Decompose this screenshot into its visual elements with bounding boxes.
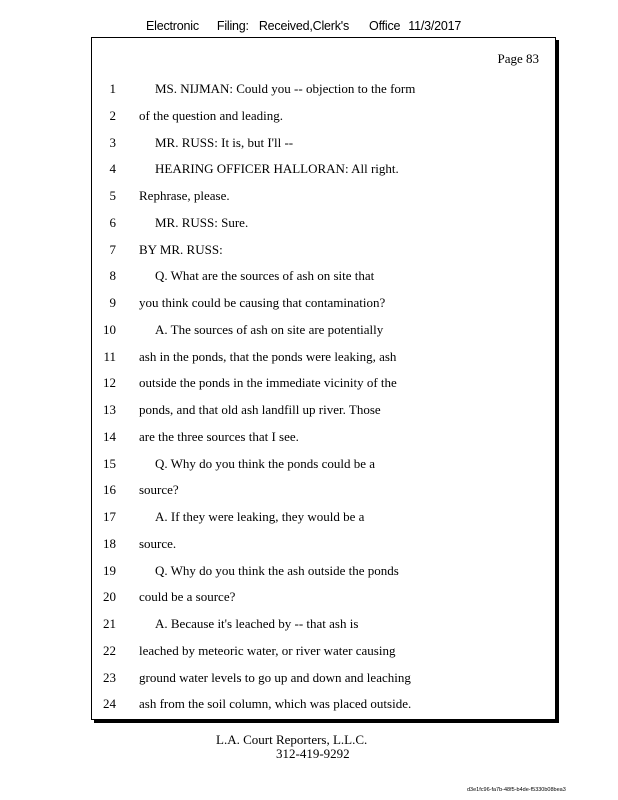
line-text: A. The sources of ash on site are potentially	[155, 321, 384, 337]
transcript-line	[92, 696, 555, 723]
electronic-filing-header	[146, 19, 461, 33]
line-number: 11	[103, 348, 116, 364]
filing-header-date: 11/3/2017	[408, 19, 462, 33]
line-number: 19	[103, 562, 116, 578]
line-text: HEARING OFFICER HALLORAN: All right.	[155, 161, 399, 177]
line-number: 12	[103, 375, 116, 391]
transcript-line	[92, 616, 555, 643]
line-number: 23	[103, 669, 116, 685]
line-number: 17	[103, 509, 116, 524]
transcript-line	[92, 188, 555, 215]
line-text: MR. RUSS: Sure.	[155, 214, 249, 230]
transcript-line	[92, 242, 555, 269]
line-number: 10	[103, 321, 116, 337]
line-number: 8	[109, 268, 116, 284]
transcript-page	[91, 37, 556, 720]
line-text: you think could be causing that contamination?	[139, 295, 386, 310]
transcript-line	[92, 429, 555, 456]
line-text: could be a source?	[139, 589, 236, 605]
line-text: ash in the ponds, that the ponds were leaking, ash	[139, 348, 397, 364]
court-reporter-phone: 312-419-9292	[276, 746, 350, 761]
line-number: 22	[103, 642, 116, 658]
line-number: 7	[109, 241, 116, 257]
line-text: Q. Why do you think the ponds could be a	[155, 455, 376, 471]
filing-header-electronic: Electronic	[146, 19, 199, 33]
transcript-line	[92, 589, 555, 616]
line-number: 3	[109, 134, 116, 150]
transcript-line	[92, 108, 555, 135]
page-number: Page 83	[497, 51, 539, 66]
document-hash: d3e1fc96-fa7b-48f5-b4de-f5330b08bea3	[467, 787, 566, 793]
line-text: source?	[139, 482, 179, 498]
transcript-line	[92, 482, 555, 509]
transcript-line	[92, 456, 555, 483]
line-number: 1	[109, 81, 116, 96]
line-text: Q. What are the sources of ash on site that	[155, 268, 375, 284]
line-text: Rephrase, please.	[139, 188, 230, 203]
transcript-line	[92, 161, 555, 188]
line-number: 2	[109, 107, 116, 123]
line-number: 24	[103, 696, 116, 712]
transcript-line	[92, 322, 555, 349]
transcript-line	[92, 563, 555, 590]
line-text: MR. RUSS: It is, but I'll --	[155, 134, 294, 150]
filing-header-received: Received,Clerk's	[258, 19, 350, 33]
line-text: MS. NIJMAN: Could you -- objection to the form	[155, 81, 416, 96]
line-number: 6	[109, 214, 116, 230]
transcript-line	[92, 268, 555, 295]
line-text: ground water levels to go up and down and leaching	[139, 669, 411, 685]
line-number: 4	[109, 161, 116, 177]
line-text: source.	[139, 535, 177, 551]
transcript-line	[92, 375, 555, 402]
line-number: 15	[103, 455, 116, 471]
line-number: 18	[103, 535, 116, 551]
line-number: 16	[103, 482, 116, 498]
line-number: 14	[103, 428, 116, 444]
line-text: of the question and leading.	[139, 107, 284, 123]
filing-header-office: Office	[369, 19, 401, 33]
line-number: 5	[109, 188, 116, 203]
line-text: ponds, and that old ash landfill up river. Those	[139, 402, 381, 417]
line-text: outside the ponds in the immediate vicinity of the	[139, 375, 397, 391]
line-number: 13	[103, 402, 116, 417]
line-text: Q. Why do you think the ash outside the ponds	[155, 562, 399, 578]
line-text: ash from the soil column, which was placed outside.	[139, 696, 412, 712]
line-text: BY MR. RUSS:	[139, 241, 223, 257]
line-text: are the three sources that I see.	[139, 428, 299, 444]
transcript-line	[92, 349, 555, 376]
transcript-line	[92, 135, 555, 162]
transcript-line	[92, 643, 555, 670]
transcript-line	[92, 215, 555, 242]
line-text: A. Because it's leached by -- that ash is	[155, 616, 359, 631]
transcript-line	[92, 670, 555, 697]
line-text: leached by meteoric water, or river water causing	[139, 642, 396, 658]
transcript-line	[92, 536, 555, 563]
transcript-line	[92, 402, 555, 429]
line-number: 9	[109, 295, 116, 310]
filing-header-filing: Filing:	[216, 19, 249, 33]
line-text: A. If they were leaking, they would be a	[155, 509, 365, 524]
line-number: 20	[103, 589, 116, 605]
line-number: 21	[103, 616, 116, 631]
transcript-lines	[92, 81, 555, 723]
transcript-line	[92, 509, 555, 536]
court-reporter-name: L.A. Court Reporters, L.L.C.	[216, 732, 368, 747]
transcript-line	[92, 295, 555, 322]
transcript-line	[92, 81, 555, 108]
